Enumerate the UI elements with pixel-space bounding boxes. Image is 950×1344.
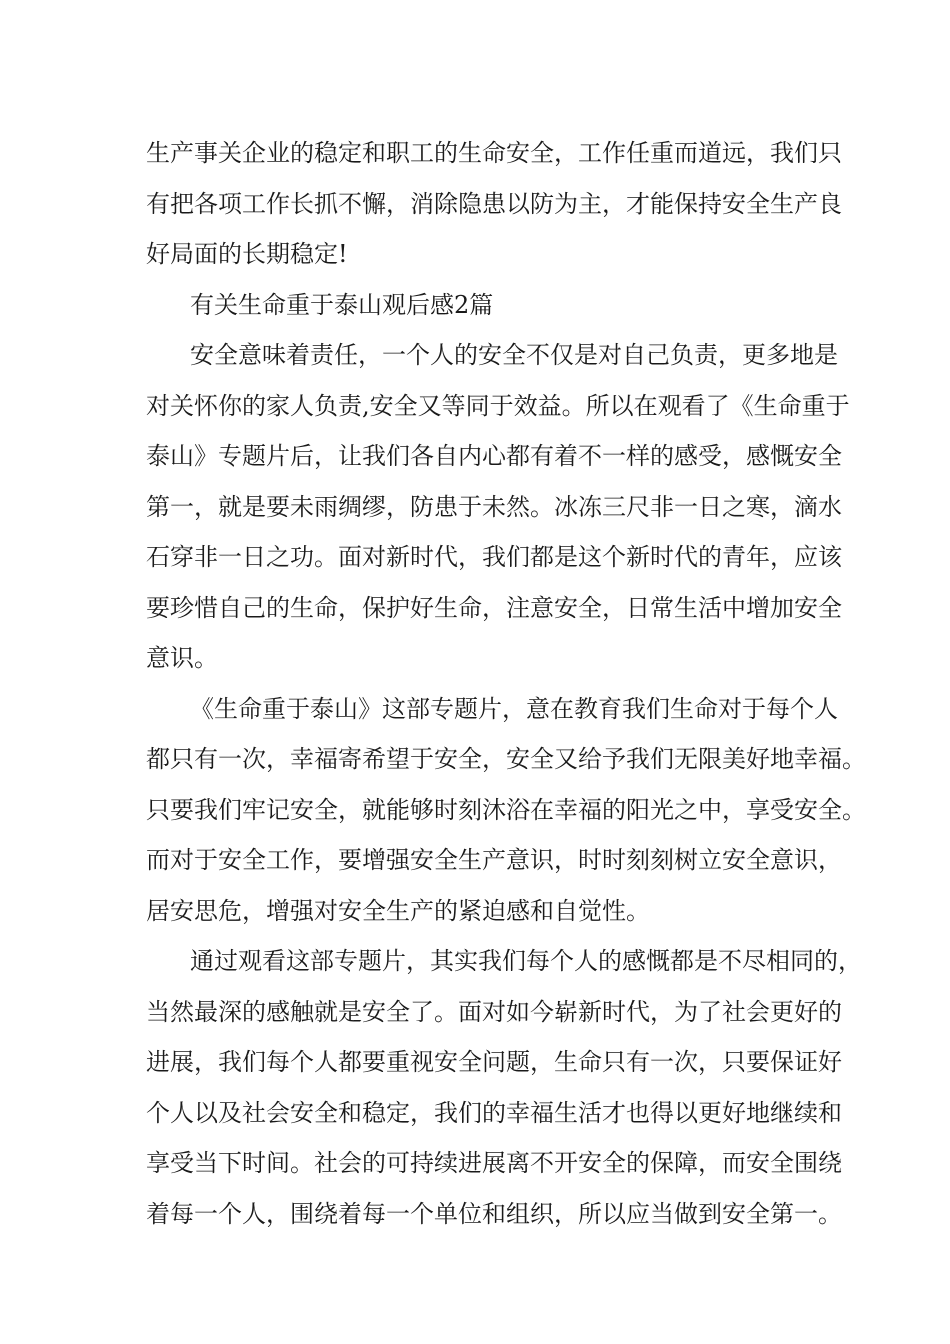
text-line: 只要我们牢记安全，就能够时刻沐浴在幸福的阳光之中，享受安全。 (146, 795, 866, 824)
paragraph-2 (146, 330, 850, 684)
text-line: 安全意味着责任，一个人的安全不仅是对自己负责，更多地是 (190, 341, 838, 369)
text-line: 《生命重于泰山》这部专题片，意在教育我们生命对于每个人 (190, 694, 838, 723)
text-line: 当然最深的感触就是安全了。面对如今崭新时代，为了社会更好的 (146, 997, 842, 1026)
text-line: 通过观看这部专题片，其实我们每个人的感慨都是不尽相同的， (190, 947, 862, 975)
text-line: 泰山》专题片后，让我们各自内心都有着不一样的感受，感慨安全 (146, 442, 842, 470)
paragraph-3 (146, 684, 866, 937)
text-line: 个人以及社会安全和稳定，我们的幸福生活才也得以更好地继续和 (146, 1098, 842, 1127)
text-line: 进展，我们每个人都要重视安全问题，生命只有一次，只要保证好 (146, 1048, 842, 1076)
text-line: 而对于安全工作，要增强安全生产意识，时时刻刻树立安全意识， (146, 846, 842, 874)
text-line: 着每一个人，围绕着每一个单位和组织，所以应当做到安全第一。 (146, 1199, 842, 1228)
text-line: 意识。 (146, 644, 218, 672)
text-line: 对关怀你的家人负责,安全又等同于效益。所以在观看了《生命重于 (146, 391, 850, 420)
text-line: 要珍惜自己的生命，保护好生命，注意安全，日常生活中增加安全 (146, 593, 842, 622)
paragraph-4 (146, 936, 862, 1239)
paragraph-1 (146, 128, 842, 280)
text-line: 第一，就是要未雨绸缪，防患于未然。冰冻三尺非一日之寒，滴水 (146, 492, 842, 521)
text-line: 好局面的长期稳定! (146, 240, 348, 268)
text-line: 有把各项工作长抓不懈，消除隐患以防为主，才能保持安全生产良 (146, 189, 842, 218)
text-line: 享受当下时间。社会的可持续进展离不开安全的保障，而安全围绕 (146, 1149, 842, 1177)
text-line: 生产事关企业的稳定和职工的生命安全，工作任重而道远，我们只 (146, 139, 842, 167)
text-line: 都只有一次，幸福寄希望于安全，安全又给予我们无限美好地幸福。 (146, 745, 866, 773)
text-line: 居安思危，增强对安全生产的紧迫感和自觉性。 (146, 896, 650, 925)
document-body (146, 128, 866, 1239)
section-heading: 有关生命重于泰山观后感2篇 (190, 290, 494, 319)
text-line: 石穿非一日之功。面对新时代，我们都是这个新时代的青年，应该 (146, 543, 842, 571)
